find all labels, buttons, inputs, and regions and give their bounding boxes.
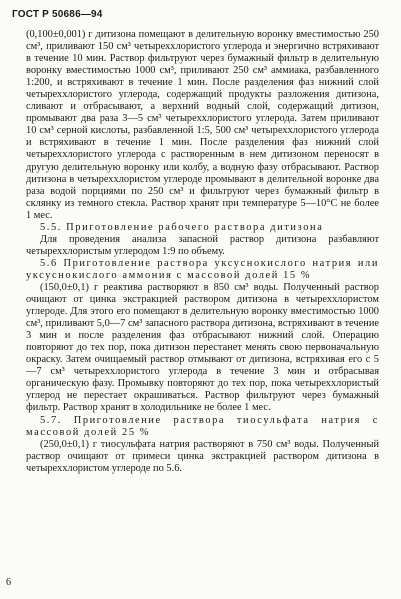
page-number: 6	[6, 577, 11, 588]
paragraph-thiosulfate-procedure: (250,0±0,1) г тиосульфата натрия растворяют в 750 см³ воды. Полученный раствор очищают от примеси цинка экстракцией раствором дитизона в четыреххлористом углероде по 5.6.	[26, 438, 379, 474]
paragraph-working-solution: Для проведения анализа запасной раствор дитизона разбавляют четыреххлористым углеродом 1:9 по объему.	[26, 233, 379, 257]
paragraph-dithizone-stock-procedure: (0,100±0,001) г дитизона помещают в делительную воронку вместимостью 250 см³, приливают 150 см³ четыреххлористого углерода и энергично встряхивают в течение 10 мин. Раствор фильтруют через бумажный фильтр в делительную воронку вместимостью 1000 см³, приливают 250 см³ аммиака, разбавленного 1:200, и встряхивают в течение 1 мин. После разделения фаз нижний слой четыреххлористого углерода, содержащий продукты разложения дитизона, сливают и отбрасывают, а верхний водный слой, содержащий дитизон, промывают два раза 3—5 см³ четыреххлористого углерода. Затем приливают 10 см³ серной кислоты, разбавленной 1:5, 500 см³ четыреххлористого углерода и встряхивают в течение 1 мин. После разделения фаз нижний слой четыреххлористого углерода с растворенным в нем дитизоном переносят в другую делительную воронку или колбу, а водную фазу отбрасывают. Раствор дитизона в четыреххлористом углероде промывают в делительной воронке два раза водой порциями по 250 см³ и фильтруют через бумажный фильтр в склянку из темного стекла. Раствор хранят при температуре 5—10°С не более 1 мес.	[26, 29, 379, 221]
paragraph-acetate-procedure: (150,0±0,1) г реактива растворяют в 850 см³ воды. Полученный раствор очищают от цинка экстракцией раствором дитизона в четыреххлористом углероде. Для этого его помещают в делительную воронку вместимостью 1000 см³, приливают 5,0—7 см³ запасного раствора дитизона, встряхивают в течение 3 мин и после разделения фаз отбрасывают нижний слой. Операцию повторяют до тех пор, пока дитизон перестанет менять свою первоначальную окраску. Затем очищаемый раствор отмывают от дитизона, встряхивая его с 5—7 см³ четыреххлористого углерода в течение 3 мин и отбрасывая органическую фазу. Промывку повторяют до тех пор, пока четыреххлористый углерод не перестает окрашиваться. Раствор фильтруют через бумажный фильтр. Раствор хранят в холодильнике не более 1 мес.	[26, 281, 379, 414]
section-heading-5-7: 5.7. Приготовление раствора тиосульфата натрия с массовой долей 25 %	[26, 414, 379, 438]
document-body	[26, 29, 379, 475]
section-heading-5-5: 5.5. Приготовление рабочего раствора дитизона	[40, 221, 324, 233]
standard-header: ГОСТ Р 50686—94	[12, 9, 103, 20]
section-heading-5-6: 5.6 Приготовление раствора уксуснокислого натрия или уксуснокислого аммония с массовой долей 15 %	[26, 257, 379, 281]
